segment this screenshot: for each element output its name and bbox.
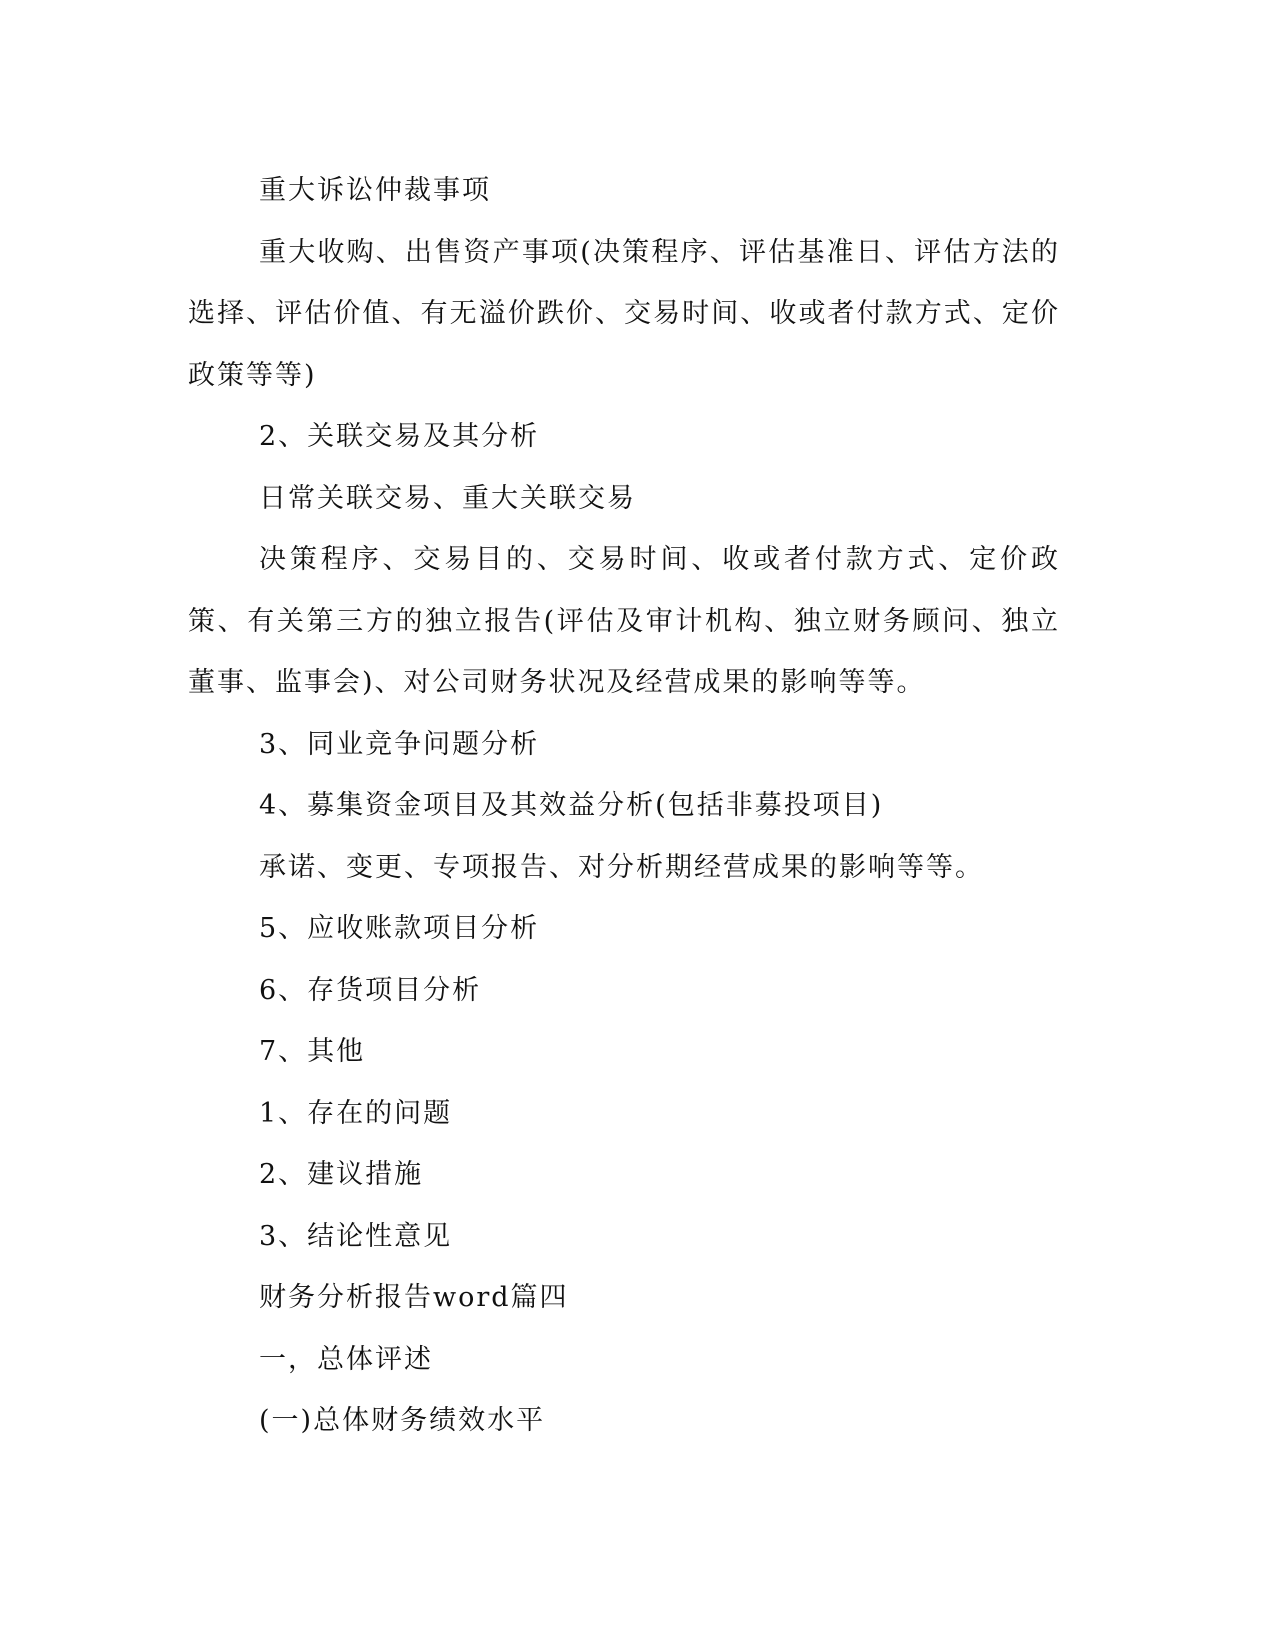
heading-inventory-analysis: 6、存货项目分析 — [259, 974, 482, 1006]
paragraph-major-litigation: 重大诉讼仲裁事项 — [259, 175, 491, 206]
heading-overall-performance: (一)总体财务绩效水平 — [259, 1405, 546, 1436]
heading-conclusions: 3、结论性意见 — [259, 1220, 453, 1252]
heading-suggested-measures: 2、建议措施 — [259, 1159, 424, 1190]
paragraph-commitments: 承诺、变更、专项报告、对分析期经营成果的影响等等。 — [259, 851, 984, 883]
section-title-report-part-four: 财务分析报告word篇四 — [259, 1282, 569, 1313]
paragraph-decision-procedure: 决策程序、交易目的、交易时间、收或者付款方式、定价政策、有关第三方的独立报告(评估及审计机构、独立财务顾问、独立董事、监事会)、对公司财务状况及经营成果的影响等等。 — [188, 544, 1060, 698]
document-body — [188, 160, 1060, 1452]
heading-overall-review: 一，总体评述 — [259, 1343, 433, 1375]
heading-receivables-analysis: 5、应收账款项目分析 — [259, 913, 540, 944]
heading-other: 7、其他 — [259, 1036, 366, 1067]
heading-related-transactions: 2、关联交易及其分析 — [259, 421, 540, 452]
heading-competition-analysis: 3、同业竞争问题分析 — [259, 728, 540, 760]
paragraph-major-acquisition: 重大收购、出售资产事项(决策程序、评估基准日、评估方法的选择、评估价值、有无溢价跌价、交易时间、收或者付款方式、定价政策等等) — [188, 236, 1060, 391]
heading-fundraising-projects: 4、募集资金项目及其效益分析(包括非募投项目) — [259, 790, 884, 821]
paragraph-related-transaction-types: 日常关联交易、重大关联交易 — [259, 482, 636, 514]
heading-existing-problems: 1、存在的问题 — [259, 1097, 453, 1129]
